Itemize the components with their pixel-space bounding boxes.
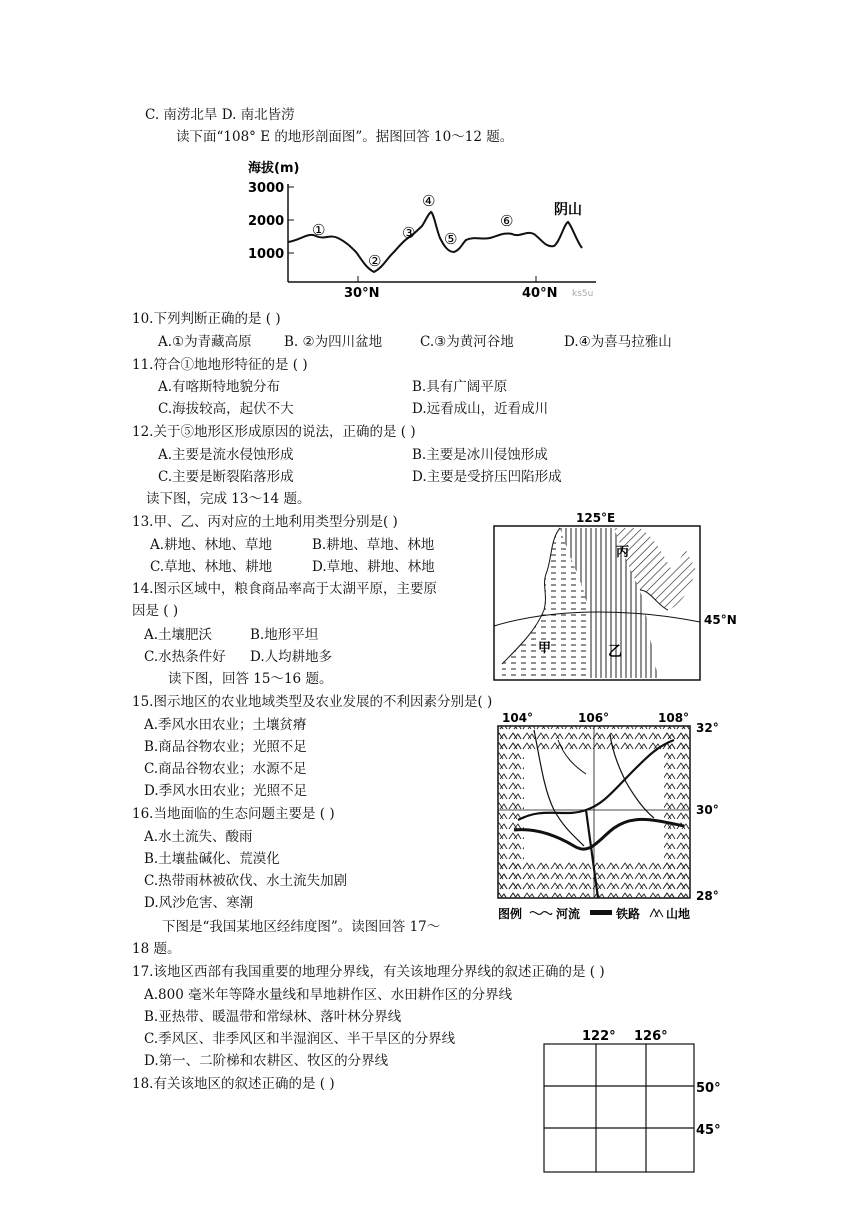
q13-option-c: C.草地、林地、耕地 <box>150 559 273 575</box>
legend-title: 图例 <box>498 907 523 921</box>
lon-104: 104° <box>502 711 534 725</box>
lat-28: 28° <box>696 889 719 903</box>
q14-stem: 14.图示区域中，粮食商品率高于太湖平原，主要原 <box>132 581 437 597</box>
label-yi: 乙 <box>608 644 622 660</box>
q10-stem: 10.下列判断正确的是 ( ) <box>132 311 281 327</box>
xtick-30n: 30°N <box>344 286 380 301</box>
agriculture-region-map <box>494 710 730 924</box>
q12-option-c: C.主要是断裂陷落形成 <box>158 469 294 485</box>
q10-option-d: D.④为喜马拉雅山 <box>564 334 672 350</box>
legend-river: 河流 <box>556 907 581 921</box>
q16-option-b: B.土壤盐碱化、荒漠化 <box>144 851 280 867</box>
marker-3: ③ <box>402 224 416 242</box>
q11-option-a: A.有喀斯特地貌分布 <box>158 379 281 395</box>
q15-option-c: C.商品谷物农业；水源不足 <box>144 761 307 777</box>
marker-2: ② <box>368 252 382 270</box>
q13-option-b: B.耕地、草地、林地 <box>312 537 435 553</box>
lat-lon-grid-figure <box>540 1026 730 1176</box>
q11-stem: 11.符合①地地形特征的是 ( ) <box>132 357 308 373</box>
q17-stem: 17.该地区西部有我国重要的地理分界线，有关该地理分界线的叙述正确的是 ( ) <box>132 964 605 980</box>
map1-lon: 125°E <box>576 511 616 525</box>
marker-5: ⑤ <box>444 230 458 248</box>
label-bing: 丙 <box>616 545 630 560</box>
q12-stem: 12.关于⑤地形区形成原因的说法，正确的是 ( ) <box>132 424 416 440</box>
q10-option-b: B. ②为四川盆地 <box>284 334 383 350</box>
land-use-map <box>490 510 740 684</box>
q14-option-b: B.地形平坦 <box>250 627 319 643</box>
q13-stem: 13.甲、乙、丙对应的土地利用类型分别是( ) <box>132 514 398 530</box>
lat-32: 32° <box>696 721 719 735</box>
marker-4: ④ <box>422 192 436 210</box>
lat-30: 30° <box>696 803 719 817</box>
map1-lat: 45°N <box>704 613 737 627</box>
q14-option-d: D.人均耕地多 <box>250 649 333 665</box>
q17-option-a: A.800 毫米年等降水量线和旱地耕作区、水田耕作区的分界线 <box>144 987 513 1003</box>
terrain-profile-figure <box>246 156 606 302</box>
q14-option-a: A.土壤肥沃 <box>144 627 213 643</box>
q15-option-a: A.季风水田农业；土壤贫瘠 <box>144 717 307 733</box>
q13-option-a: A.耕地、林地、草地 <box>150 537 273 553</box>
q17-option-d: D.第一、二阶梯和农耕区、牧区的分界线 <box>144 1053 389 1069</box>
grid-lat-45: 45° <box>696 1123 721 1138</box>
q10-option-a: A.①为青藏高原 <box>158 334 252 350</box>
mountain-label: 阴山 <box>554 202 582 218</box>
q12-option-b: B.主要是冰川侵蚀形成 <box>412 447 548 463</box>
q15-option-d: D.季风水田农业；光照不足 <box>144 783 308 799</box>
ytick-3000: 3000 <box>248 181 285 196</box>
q16-option-c: C.热带雨林被砍伐、水土流失加剧 <box>144 873 348 889</box>
q16-option-d: D.风沙危害、寒潮 <box>144 895 254 911</box>
legend-rail: 铁路 <box>616 907 641 921</box>
profile-ylabel: 海拔(m) <box>248 161 300 176</box>
marker-6: ⑥ <box>500 212 514 230</box>
q14-stem-cont: 因是 ( ) <box>132 603 179 619</box>
intro-15-16: 读下图，回答 15～16 题。 <box>168 671 333 687</box>
lon-108: 108° <box>658 711 690 725</box>
q10-option-c: C.③为黄河谷地 <box>420 334 514 350</box>
ytick-2000: 2000 <box>248 214 285 229</box>
q18-stem: 18.有关该地区的叙述正确的是 ( ) <box>132 1076 335 1092</box>
intro-10-12: 读下面“108° E 的地形剖面图”。据图回答 10～12 题。 <box>176 129 514 145</box>
q17-option-c: C.季风区、非季风区和半湿润区、半干旱区的分界线 <box>144 1031 456 1047</box>
q13-option-d: D.草地、耕地、林地 <box>312 559 435 575</box>
intro-17-18-cont: 18 题。 <box>132 941 181 957</box>
q11-option-c: C.海拔较高，起伏不大 <box>158 401 294 417</box>
q12-option-a: A.主要是流水侵蚀形成 <box>158 447 294 463</box>
xtick-40n: 40°N <box>522 286 558 301</box>
lon-106: 106° <box>578 711 610 725</box>
q12-option-d: D.主要是受挤压凹陷形成 <box>412 469 562 485</box>
q16-stem: 16.当地面临的生态问题主要是 ( ) <box>132 806 335 822</box>
marker-1: ① <box>312 221 326 239</box>
q11-option-d: D.远看成山，近看成川 <box>412 401 549 417</box>
grid-lon-126: 126° <box>634 1029 668 1044</box>
intro-17-18: 下图是“我国某地区经纬度图”。读图回答 17～ <box>162 919 441 935</box>
legend-mountain: 山地 <box>666 907 691 921</box>
watermark: ks5u <box>572 289 594 299</box>
ytick-1000: 1000 <box>248 247 285 262</box>
q15-stem: 15.图示地区的农业地域类型及农业发展的不利因素分别是( ) <box>132 694 493 710</box>
q9-options: C. 南涝北旱 D. 南北皆涝 <box>145 107 295 123</box>
intro-13-14: 读下图，完成 13～14 题。 <box>146 491 311 507</box>
grid-lat-50: 50° <box>696 1081 721 1096</box>
q17-option-b: B.亚热带、暖温带和常绿林、落叶林分界线 <box>144 1009 402 1025</box>
q16-option-a: A.水土流失、酸雨 <box>144 829 253 845</box>
q11-option-b: B.具有广阔平原 <box>412 379 508 395</box>
q15-option-b: B.商品谷物农业；光照不足 <box>144 739 307 755</box>
grid-lon-122: 122° <box>582 1029 616 1044</box>
label-jia: 甲 <box>538 641 552 656</box>
q14-option-c: C.水热条件好 <box>144 649 226 665</box>
